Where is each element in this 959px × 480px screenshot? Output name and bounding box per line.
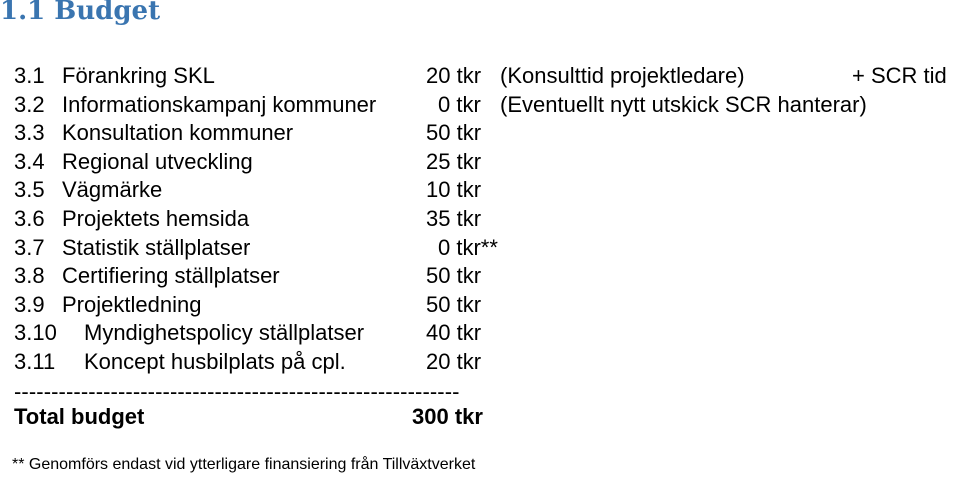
item-label: Vägmärke bbox=[62, 177, 163, 203]
section-heading: 1.1 Budget bbox=[0, 0, 161, 26]
item-number: 3.3 bbox=[14, 120, 45, 146]
item-amount: 50 tkr bbox=[426, 263, 482, 289]
item-number: 3.9 bbox=[14, 291, 45, 317]
item-amount: 50 tkr bbox=[426, 120, 482, 146]
item-label: Myndighetspolicy ställplatser bbox=[84, 320, 365, 346]
item-number: 3.5 bbox=[14, 177, 45, 203]
item-number: 3.10 bbox=[14, 320, 57, 346]
item-number: 3.8 bbox=[14, 263, 45, 289]
item-label: Förankring SKL bbox=[62, 63, 215, 88]
item-number: 3.11 bbox=[14, 348, 56, 374]
item-label: Koncept husbilplats på cpl. bbox=[84, 348, 346, 374]
item-label: Konsultation kommuner bbox=[62, 120, 294, 146]
total-label: Total budget bbox=[14, 404, 145, 429]
item-label: Certifiering ställplatser bbox=[62, 263, 280, 289]
item-label: Projektledning bbox=[62, 291, 202, 317]
divider-line: ------------------------------------------------------------ bbox=[14, 379, 460, 404]
item-number: 3.4 bbox=[14, 148, 45, 174]
item-label: Projektets hemsida bbox=[62, 205, 250, 231]
item-number: 3.6 bbox=[14, 205, 45, 231]
item-amount: 50 tkr bbox=[426, 291, 482, 317]
item-label: Statistik ställplatser bbox=[62, 234, 251, 260]
item-amount: 20 tkr bbox=[426, 348, 482, 374]
item-number: 3.1 bbox=[14, 63, 45, 88]
item-number: 3.7 bbox=[14, 234, 45, 260]
item-amount: 0 tkr bbox=[438, 91, 481, 117]
item-label: Informationskampanj kommuner bbox=[62, 91, 377, 117]
item-label: Regional utveckling bbox=[62, 148, 253, 174]
item-amount: 0 tkr** bbox=[438, 234, 498, 260]
item-amount: 25 tkr bbox=[426, 148, 482, 174]
item-amount: 40 tkr bbox=[426, 320, 482, 346]
item-note: (Konsulttid projektledare) bbox=[500, 63, 745, 88]
item-number: 3.2 bbox=[14, 91, 45, 117]
footnote: ** Genomförs endast vid ytterligare finansiering från Tillväxtverket bbox=[12, 456, 476, 473]
item-note: (Eventuellt nytt utskick SCR hanterar) bbox=[500, 91, 867, 117]
item-amount: 10 tkr bbox=[426, 177, 482, 203]
item-extra: + SCR tid bbox=[852, 63, 947, 88]
item-amount: 35 tkr bbox=[426, 205, 482, 231]
item-amount: 20 tkr bbox=[426, 63, 482, 88]
total-amount: 300 tkr bbox=[412, 404, 483, 429]
